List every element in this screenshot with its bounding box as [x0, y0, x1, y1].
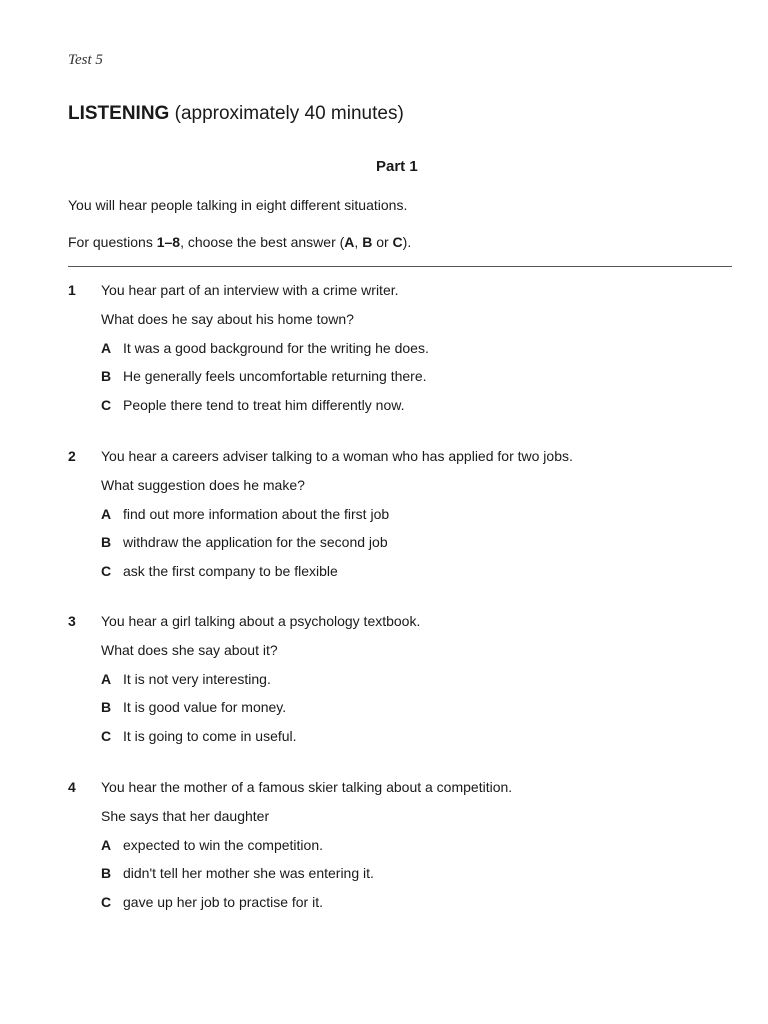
option-text: expected to win the competition. [123, 836, 324, 853]
option-letter: B [101, 865, 112, 882]
intro-letter-c: C [392, 234, 403, 250]
option-text: gave up her job to practise for it. [123, 894, 323, 911]
question-context-line [68, 611, 732, 640]
section-title [68, 103, 404, 125]
question-number: 1 [68, 282, 76, 298]
intro-letter-a: A [344, 234, 355, 250]
intro-letter-b: B [362, 234, 373, 250]
part-title: Part 1 [376, 158, 418, 175]
running-head: Test 5 [68, 52, 103, 68]
option-text: ask the first company to be flexible [123, 563, 338, 580]
question-prompt: What does she say about it? [101, 641, 278, 658]
answer-option-c[interactable] [68, 892, 732, 921]
option-text: didn't tell her mother she was entering it. [123, 865, 374, 882]
question-prompt: What suggestion does he make? [101, 476, 305, 493]
question-prompt: She says that her daughter [101, 807, 270, 824]
question-4 [68, 777, 732, 921]
answer-option-c[interactable] [68, 561, 732, 590]
question-3 [68, 611, 732, 755]
question-2 [68, 446, 732, 590]
option-text: He generally feels uncomfortable returning there. [123, 368, 427, 385]
question-context: You hear part of an interview with a crime writer. [101, 282, 399, 298]
option-letter: A [101, 836, 112, 853]
option-letter: C [101, 728, 112, 745]
question-prompt-line [68, 640, 732, 669]
intro-situations: You will hear people talking in eight different situations. [68, 197, 408, 213]
question-context: You hear a girl talking about a psychology textbook. [101, 613, 421, 629]
intro-instructions [68, 234, 411, 250]
question-number: 2 [68, 448, 76, 464]
question-prompt: What does he say about his home town? [101, 310, 354, 327]
answer-option-a[interactable] [68, 504, 732, 533]
option-text: It is good value for money. [123, 699, 287, 716]
option-letter: B [101, 534, 112, 551]
question-prompt-line [68, 475, 732, 504]
option-text: withdraw the application for the second job [123, 534, 388, 551]
option-letter: A [101, 339, 112, 356]
question-prompt-line [68, 806, 732, 835]
answer-option-c[interactable] [68, 726, 732, 755]
option-letter: B [101, 368, 112, 385]
intro-text: , choose the best answer ( [180, 234, 345, 250]
question-context-line [68, 280, 732, 309]
intro-text: ). [402, 234, 412, 250]
answer-option-b[interactable] [68, 366, 732, 395]
question-context: You hear the mother of a famous skier talking about a competition. [101, 779, 513, 795]
option-text: It is going to come in useful. [123, 728, 297, 745]
option-text: People there tend to treat him differently now. [123, 397, 405, 414]
option-letter: A [101, 670, 112, 687]
question-1 [68, 280, 732, 424]
section-title-strong: LISTENING [68, 103, 170, 124]
option-letter: C [101, 563, 112, 580]
option-text: It is not very interesting. [123, 670, 271, 687]
option-text: It was a good background for the writing he does. [123, 339, 429, 356]
question-number: 4 [68, 779, 76, 795]
divider-rule [68, 266, 732, 267]
question-number: 3 [68, 613, 76, 629]
section-title-duration: (approximately 40 minutes) [169, 103, 404, 124]
answer-option-a[interactable] [68, 669, 732, 698]
intro-text: For questions [68, 234, 157, 250]
option-letter: B [101, 699, 112, 716]
option-letter: C [101, 894, 112, 911]
intro-question-range: 1–8 [156, 234, 181, 250]
question-context-line [68, 446, 732, 475]
answer-option-c[interactable] [68, 395, 732, 424]
option-letter: C [101, 397, 112, 414]
intro-text: or [372, 234, 393, 250]
option-text: find out more information about the first job [123, 505, 390, 522]
answer-option-a[interactable] [68, 835, 732, 864]
intro-text: , [354, 234, 363, 250]
answer-option-a[interactable] [68, 338, 732, 367]
answer-option-b[interactable] [68, 532, 732, 561]
option-letter: A [101, 505, 112, 522]
answer-option-b[interactable] [68, 863, 732, 892]
question-prompt-line [68, 309, 732, 338]
question-context: You hear a careers adviser talking to a woman who has applied for two jobs. [101, 448, 573, 464]
question-context-line [68, 777, 732, 806]
answer-option-b[interactable] [68, 697, 732, 726]
